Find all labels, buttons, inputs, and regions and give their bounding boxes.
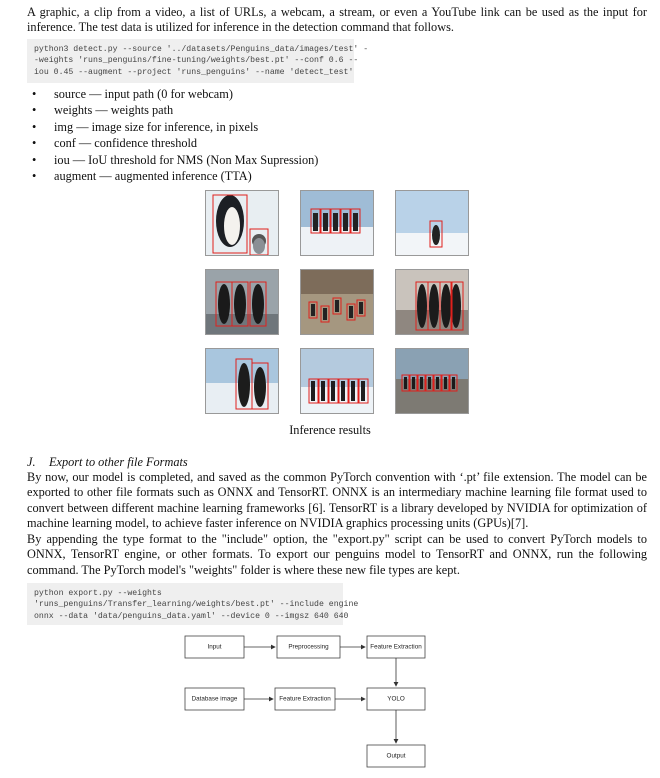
list-item: • weights — weights path: [27, 102, 318, 118]
flow-label-feature-extraction-2: Feature Extraction: [279, 695, 331, 703]
flow-label-database-image: Database image: [191, 695, 238, 703]
export-paragraph: By now, our model is completed, and saved as the common PyTorch convention with ‘.pt’ file extension. The model can be exported to other file formats such as ONNX and TensorRT. ONNX is an intermediary machine learning file format used to convert between different machine learning frameworks [6]. TensorRT is a library developed by NVIDIA for optimization of machine learning model, to achieve faster inference on NVIDIA graphics processing units (GPUs)[7].: [27, 470, 647, 531]
code-line: python export.py --weights: [34, 589, 162, 598]
code-line: onnx --data 'data/penguins_data.yaml' --device 0 --imgsz 640 640: [34, 611, 349, 621]
flow-label-preprocessing: Preprocessing: [288, 643, 329, 651]
intro-paragraph: A graphic, a clip from a video, a list of URLs, a webcam, a stream, or even a YouTube link can be used as the input for inference. The test data is utilized for inference in the detection command that follows.: [27, 5, 647, 35]
figure-caption: Inference results: [289, 423, 371, 437]
flow-label-feature-extraction: Feature Extraction: [370, 643, 422, 651]
code-line: -weights 'runs_penguins/fine-tuning/weights/best.pt' --conf 0.6 --: [34, 56, 359, 66]
list-item: • source — input path (0 for webcam): [27, 86, 318, 102]
list-item: • conf — confidence threshold: [27, 135, 318, 151]
list-item: • img — image size for inference, in pixels: [27, 119, 318, 135]
flow-label-input: Input: [207, 643, 222, 651]
section-title: Export to other file Formats: [49, 455, 188, 469]
list-item: • iou — IoU threshold for NMS (Non Max Supression): [27, 152, 318, 168]
export-paragraph: By appending the type format to the "include" option, the "export.py" script can be used to convert PyTorch models to ONNX, TensorRT engine, or other formats. To export our penguins model to TensorRT and ONNX, run the following command. The PyTorch model's "weights" folder is where these new file types are kept.: [27, 532, 647, 577]
code-line: 'runs_penguins/Transfer_learning/weights/best.pt' --include engine: [34, 600, 359, 610]
code-line: iou 0.45 --augment --project 'runs_penguins' --name 'detect_test': [34, 67, 354, 77]
list-item: • augment — augmented inference (TTA): [27, 168, 318, 184]
flow-label-yolo: YOLO: [387, 695, 405, 703]
flow-label-output: Output: [386, 752, 406, 760]
section-number: J.: [27, 455, 36, 469]
code-line: python3 detect.py --source '../datasets/Penguins_data/images/test' -: [34, 45, 369, 54]
